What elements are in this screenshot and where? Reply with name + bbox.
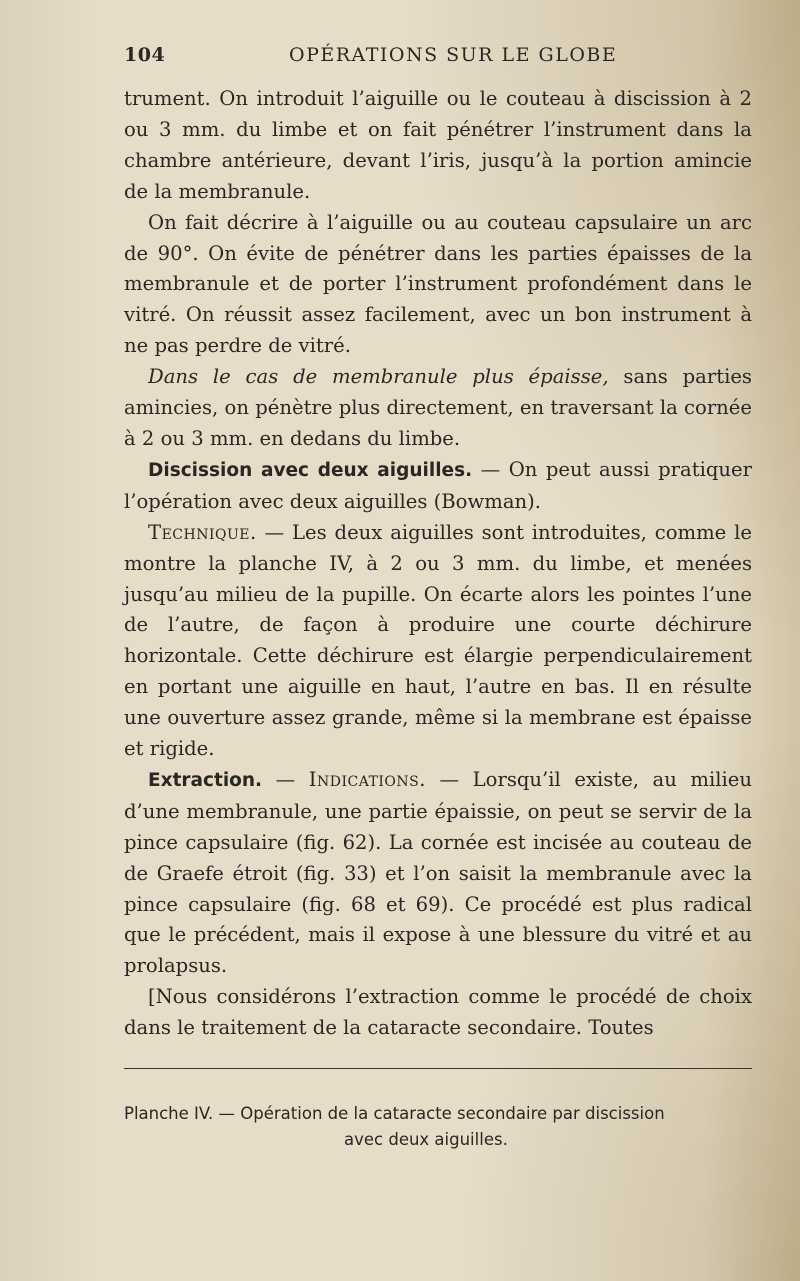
dash: — (262, 767, 309, 791)
caption-divider (124, 1068, 752, 1069)
paragraph (124, 362, 752, 455)
paragraph-text: sans parties amincies, on pénètre plus directement, en traversant la cornée à 2 ou 3 mm. en dedans du limbe. (124, 365, 752, 450)
body-text (124, 84, 752, 1044)
paragraph: On fait décrire à l’aiguille ou au couteau capsulaire un arc de 90°. On évite de pénétrer dans les parties épaisses de la membranule et de porter l’instrument profondément dans le vitré. On réussit assez facilement, avec un bon instrument à ne pas perdre de vitré. (124, 210, 752, 358)
section-heading-discission: Discission avec deux aiguilles. (148, 459, 473, 481)
paragraph (124, 765, 752, 982)
running-title: OPÉRATIONS SUR LE GLOBE (289, 44, 618, 66)
plate-caption (124, 1101, 752, 1153)
paragraph-text: — On peut aussi pratiquer l’opération avec deux aiguilles (Bowman). (124, 457, 752, 513)
paragraph-text: — Lorsqu’il existe, au milieu d’une membranule, une partie épaissie, on peut se servir de la pince capsulaire (fig. 62). La cornée est incisée au couteau de de Graefe étroit (fig. 33) et l’on saisit la membranule avec la pince capsulaire (fig. 68 et 69). Ce procédé est plus radical que le précédent, mais il expose à une blessure du vitré et au prolapsus. (124, 767, 752, 978)
page-number: 104 (124, 44, 166, 66)
subheading-indications: Indications. (308, 767, 426, 791)
italic-phrase: Dans le cas de membranule plus épaisse, (148, 365, 609, 389)
paragraph (124, 455, 752, 518)
paragraph: [Nous considérons l’extraction comme le procédé de choix dans le traitement de la cataracte secondaire. Toutes (124, 985, 752, 1040)
caption-line: avec deux aiguilles. (344, 1130, 508, 1149)
paragraph (124, 518, 752, 765)
paragraph: trument. On introduit l’aiguille ou le couteau à discission à 2 ou 3 mm. du limbe et on fait pénétrer l’instrument dans la chambre antérieure, devant l’iris, jusqu’à la portion amincie de la membranule. (124, 87, 752, 203)
caption-line: Planche IV. — Opération de la cataracte secondaire par discission (124, 1104, 665, 1123)
subheading-technique: Technique. (148, 520, 257, 544)
running-head (124, 44, 752, 74)
section-heading-extraction: Extraction. (148, 769, 263, 791)
paragraph-text: — Les deux aiguilles sont introduites, comme le montre la planche IV, à 2 ou 3 mm. du limbe, et menées jusqu’au milieu de la pupille. On écarte alors les pointes l’une de l’autre, de façon à produire une courte déchirure horizontale. Cette déchirure est élargie perpendiculairement en portant une aiguille en haut, l’autre en bas. Il en résulte une ouverture assez grande, même si la membrane est épaisse et rigide. (124, 520, 752, 761)
